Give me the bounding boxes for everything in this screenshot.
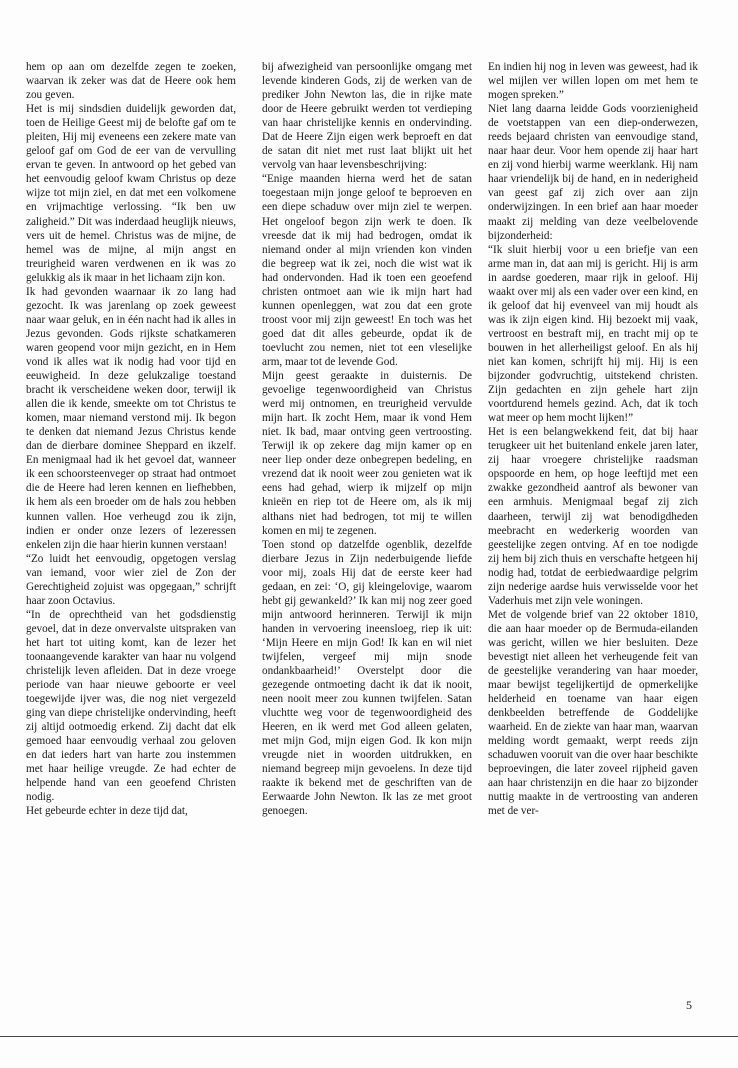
text-column-1 <box>26 60 236 1025</box>
paragraph: “Zo luidt het eenvoudig, opgetogen verslag van iemand, voor wier ziel de Zon der Gerechtigheid zojuist was opgegaan,” schrijft haar zoon Octavius. <box>26 552 236 607</box>
text-column-3 <box>488 60 698 1025</box>
paragraph: Ik had gevonden waarnaar ik zo lang had gezocht. Ik was jarenlang op zoek geweest naar waar geluk, en in één nacht had ik alles in Jezus gevonden. Gods rijkste schatkameren waren geopend voor mijn gezicht, en in Hem vond ik alles wat ik nodig had voor tijd en eeuwigheid. In deze gelukzalige toestand bracht ik verscheidene weken door, terwijl ik allen die ik kende, smeekte om tot Christus te komen, maar niemand verstond mij. Ik begon te denken dat niemand Jezus Christus kende dan de dierbare dominee Sheppard en ikzelf. En menigmaal had ik het gevoel dat, wanneer ik een schoorsteenveger op straat had ontmoet die de Heere had leren kennen en liefhebben, ik hem als een broeder om de hals zou hebben kunnen vallen. Hoe verheugd zou ik zijn, indien er onder onze lezers of lezeressen enkelen zijn die haar hierin kunnen verstaan! <box>26 285 236 551</box>
text-column-2 <box>262 60 472 1025</box>
paragraph: “Enige maanden hierna werd het de satan toegestaan mijn jonge geloof te beproeven en een diepe schaduw over mijn ziel te werpen. Het ongeloof begon zijn werk te doen. Ik vreesde dat ik mij had bedrogen, omdat ik niemand onder al mijn vrienden kon vinden die begreep wat ik zei, noch die wist wat ik had ondervonden. Had ik toen een geoefend christen ontmoet aan wie ik mijn hart had kunnen openleggen, wat zou dat een grote troost voor mij zijn geweest! En toch was het goed dat dit alles gebeurde, opdat ik de toevlucht zou nemen, niet tot een vleselijke arm, maar tot de levende God. <box>262 173 472 368</box>
paragraph: Mijn geest geraakte in duisternis. De gevoelige tegenwoordigheid van Christus werd mij ontnomen, en treurigheid vervulde mijn hart. Ik zocht Hem, maar ik vond Hem niet. Ik bad, maar ontving geen vertroosting. Terwijl ik op zekere dag mijn kamer op en neer liep onder deze onbegrepen bedeling, en vrezend dat ik nooit weer zou genieten wat ik eens had gehad, wierp ik mijzelf op mijn knieën en riep tot de Heere om, als ik mij althans niet had bedrogen, tot mij te willen komen en mij te zegenen. <box>262 370 472 537</box>
bottom-rule <box>0 1036 738 1037</box>
paragraph: Niet lang daarna leidde Gods voorzienigheid de voetstappen van een diep-onderwezen, reeds bejaard christen van eenvoudige stand, naar haar deur. Voor hem opende zij haar hart en zij vond hierbij warme weerklank. Hij nam haar vriendelijk bij de hand, en in nederigheid van geest gaf zij zich over aan zijn onderwijzingen. In een brief aan haar moeder maakt zij melding van deze veelbelovende bijzonderheid: <box>488 103 698 242</box>
paragraph: Toen stond op datzelfde ogenblik, dezelfde dierbare Jezus in Zijn nederbuigende liefde voor mij, zoals Hij dat de eerste keer had gedaan, en zei: ‘O, gij kleingelovige, waarom hebt gij gewankeld?’ Ik kan mij nog zeer goed mijn antwoord herinneren. Terwijl ik mijn handen in vervoering ineensloeg, riep ik uit: ‘Mijn Heere en mijn God! Ik kan en wil niet twijfelen, vergeef mij mijn snode ondankbaarheid!’ Overstelpt door die gezegende ontmoeting dacht ik dat ik nooit, neen nooit meer zou kunnen twijfelen. Satan vluchtte weg voor de tegenwoordigheid des Heeren, en ik werd met God alleen gelaten, met mijn God, mijn eigen God. Ik kon mijn vreugde niet in woorden uitdrukken, en niemand begreep mijn gevoelens. In deze tijd raakte ik bekend met de geschriften van de Eerwaarde John Newton. Ik las ze met groot genoegen. <box>262 538 472 818</box>
page-number: 5 <box>686 998 692 1012</box>
paragraph: “Ik sluit hierbij voor u een briefje van een arme man in, dat aan mij is gericht. Hij is arm in aardse goederen, maar rijk in geloof. Hij waakt over mij als een vader over een kind, en ik geloof dat hij evenveel van mij houdt als was ik zijn eigen kind. Hij bezoekt mij vaak, vertroost en bestraft mij, en tracht mij op te bouwen in het allerheiligst geloof. En als hij niet kan komen, schrijft hij mij. Hij is een bijzonder godvruchtig, uitstekend christen. Zijn gedachten en zijn gehele hart zijn voortdurend hemels gezind. Ach, dat ik toch wat meer op hem mocht lijken!” <box>488 243 698 425</box>
paragraph: En indien hij nog in leven was geweest, had ik wel mijlen ver willen lopen om met hem te mogen spreken.” <box>488 61 698 102</box>
paragraph: “In de oprechtheid van het godsdienstig gevoel, dat in deze onvervalste uitspraken van het hart tot uiting komt, kan de lezer het toonaangevende karakter van haar nu volgend christelijk leven afleiden. Dat in deze vroege periode van haar nieuwe geboorte er veel toegewijde ijver was, die nog niet vergezeld ging van diepe christelijke ondervinding, heeft zij altijd ootmoedig erkend. Zij dacht dat elk gemoed haar eenvoudig verhaal zou geloven en dat ieders hart van harte zou instemmen met haar heilige vreugde. Ze had echter de helpende hand van een geoefend Christen nodig. <box>26 608 236 804</box>
paragraph: Met de volgende brief van 22 oktober 1810, die aan haar moeder op de Bermuda-eilanden was gericht, willen we hier besluiten. Deze bevestigt niet alleen het verheugende feit van de geestelijke verandering van haar moeder, maar bewijst tegelijkertijd de opmerkelijke helderheid en toename van haar eigen denkbeelden betreffende de Goddelijke waarheid. En de ziekte van haar man, waarvan melding wordt gemaakt, werpt reeds zijn schaduwen vooruit van die over haar beschikte beproevingen, die later zoveel rijpheid gaven aan haar christenzijn en die haar zo bijzonder nuttig maakte in de vertroosting van anderen met de ver- <box>488 608 698 818</box>
paragraph: Het gebeurde echter in deze tijd dat, <box>26 805 188 818</box>
paragraph: Het is mij sindsdien duidelijk geworden dat, toen de Heilige Geest mij de belofte gaf om te pleiten, Hij mij eveneens een zekere mate van geloof gaf om God de eer van de vervulling ervan te geven. In antwoord op het gebed van het eenvoudig geloof kwam Christus op deze wijze tot mijn ziel, en dat met een volkomene en vrijmachtige verlossing. “Ik ben uw zaligheid.” Dit was inderdaad heuglijk nieuws, vers uit de hemel. Christus was de mijne, de hemel was de mijne, al mijn angst en treurigheid waren verdwenen en ik was zo gelukkig als ik maar in het lichaam zijn kon. <box>26 103 236 284</box>
paragraph: hem op aan om dezelfde zegen te zoeken, waarvan ik zeker was dat de Heere ook hem zou geven. <box>26 61 236 102</box>
paragraph: bij afwezigheid van persoonlijke omgang met levende kinderen Gods, zij de werken van de prediker John Newton las, die in rijke mate door de Heere gebruikt werden tot verdieping van haar christelijke kennis en ondervinding. Dat de Heere Zijn eigen werk beproeft en dat de satan dit niet met rust laat blijkt uit het vervolg van haar levensbeschrijving: <box>262 61 472 172</box>
paragraph: Het is een belangwekkend feit, dat bij haar terugkeer uit het buitenland enkele jaren later, zij haar vroegere christelijke raadsman opspoorde en hem, op hoge leeftijd met een zwakke gezondheid aantrof als bewoner van een armhuis. Menigmaal begaf zij zich daarheen, terwijl zij wat benodigdheden meebracht en wederkerig woorden van geestelijke zegen ontving. Af en toe nodigde zij hem bij zich thuis en verschafte hetgeen hij nodig had, totdat de eerbiedwaardige pelgrim zijn nederige aardse huis verwisselde voor het Vaderhuis met zijn vele woningen. <box>488 426 698 607</box>
